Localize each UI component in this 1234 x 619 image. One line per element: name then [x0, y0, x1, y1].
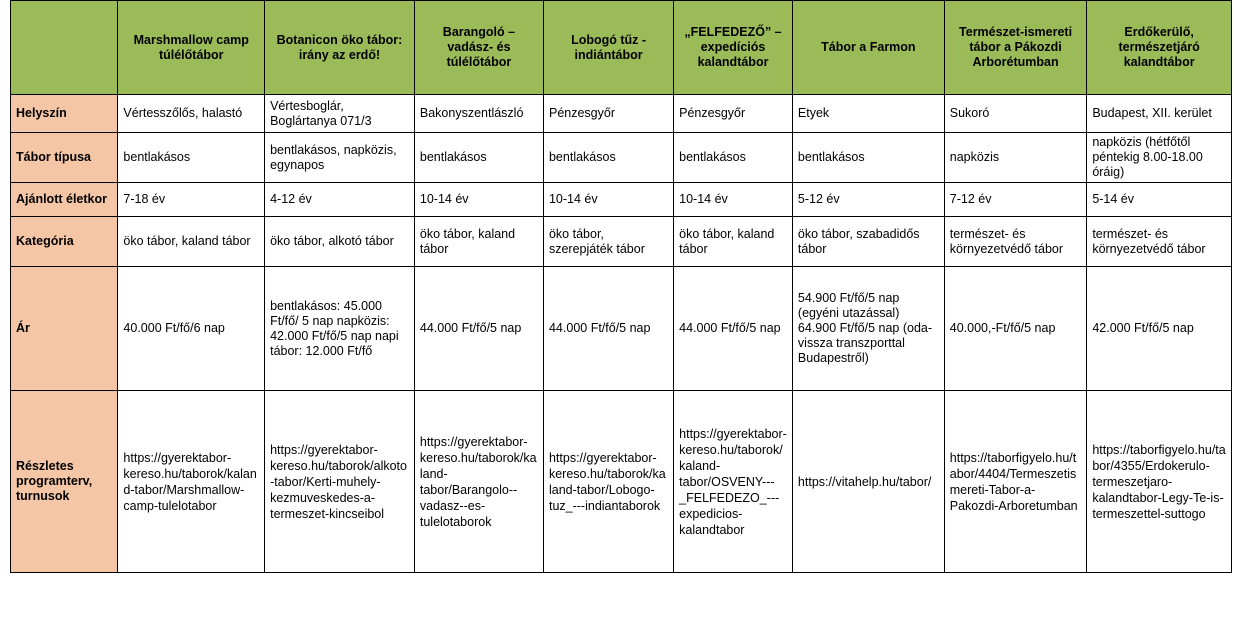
- program-link-text: https://gyerektabor-kereso.hu/taborok/kaland-tabor/Marshmallow-camp-tulelotabor: [118, 391, 265, 573]
- table-cell: 44.000 Ft/fő/5 nap: [674, 267, 793, 391]
- table-row-age: [11, 183, 1232, 217]
- table-cell: bentlakásos, napközis, egynapos: [265, 133, 415, 183]
- table-cell: 44.000 Ft/fő/5 nap: [543, 267, 673, 391]
- table-cell: öko tábor, kaland tábor: [674, 217, 793, 267]
- table-cell: 54.900 Ft/fő/5 nap (egyéni utazással) 64.900 Ft/fő/5 nap (oda-vissza transzporttal Budapestről): [792, 267, 944, 391]
- column-header-botanicon: Botanicon öko tábor: irány az erdő!: [265, 1, 415, 95]
- table-cell: öko tábor, szabadidős tábor: [792, 217, 944, 267]
- table-cell: 10-14 év: [543, 183, 673, 217]
- table-cell: 10-14 év: [674, 183, 793, 217]
- table-cell: természet- és környezetvédő tábor: [1087, 217, 1232, 267]
- table-cell: Etyek: [792, 95, 944, 133]
- table-cell: bentlakásos: 45.000 Ft/fő/ 5 nap napközis: 42.000 Ft/fő/5 nap napi tábor: 12.000 Ft/fő: [265, 267, 415, 391]
- column-header-felfedezo: „FELFEDEZŐ” – expedíciós kalandtábor: [674, 1, 793, 95]
- row-label-age: Ajánlott életkor: [11, 183, 118, 217]
- row-label-category: Kategória: [11, 217, 118, 267]
- program-link-text: https://taborfigyelo.hu/tabor/4404/Termeszetismereti-Tabor-a-Pakozdi-Arboretumban: [944, 391, 1087, 573]
- table-row-camp-type: [11, 133, 1232, 183]
- table-row-price: [11, 267, 1232, 391]
- table-cell: bentlakásos: [543, 133, 673, 183]
- table-cell: 7-12 év: [944, 183, 1087, 217]
- table-cell: 10-14 év: [414, 183, 543, 217]
- column-header-erdokerulo: Erdőkerülő, természetjáró kalandtábor: [1087, 1, 1232, 95]
- table-cell: Vértesszőlős, halastó: [118, 95, 265, 133]
- table-cell: Pénzesgyőr: [674, 95, 793, 133]
- table-cell: Budapest, XII. kerület: [1087, 95, 1232, 133]
- table-cell: Bakonyszentlászló: [414, 95, 543, 133]
- table-cell: 40.000,-Ft/fő/5 nap: [944, 267, 1087, 391]
- table-row-program-link: [11, 391, 1232, 573]
- column-header-lobogo: Lobogó tűz - indiántábor: [543, 1, 673, 95]
- table-cell: 5-14 év: [1087, 183, 1232, 217]
- table-cell: bentlakásos: [414, 133, 543, 183]
- program-link-text: https://gyerektabor-kereso.hu/taborok/alkoto-tabor/Kerti-muhely-kezmuveskedes-a-termeszet-kincseibol: [265, 391, 415, 573]
- table-cell: öko tábor, kaland tábor: [118, 217, 265, 267]
- table-cell: 5-12 év: [792, 183, 944, 217]
- table-row-category: [11, 217, 1232, 267]
- table-cell: bentlakásos: [674, 133, 793, 183]
- row-label-location: Helyszín: [11, 95, 118, 133]
- program-link-text: https://taborfigyelo.hu/tabor/4355/Erdokerulo-termeszetjaro-kalandtabor-Legy-Te-is-termeszettel-suttogo: [1087, 391, 1232, 573]
- corner-cell: [11, 1, 118, 95]
- table-cell: természet- és környezetvédő tábor: [944, 217, 1087, 267]
- table-cell: Vértesboglár, Boglártanya 071/3: [265, 95, 415, 133]
- table-cell: napközis: [944, 133, 1087, 183]
- program-link-text: https://gyerektabor-kereso.hu/taborok/kaland-tabor/Lobogo-tuz_---indiantaborok: [543, 391, 673, 573]
- row-label-camp-type: Tábor típusa: [11, 133, 118, 183]
- column-header-farm: Tábor a Farmon: [792, 1, 944, 95]
- row-label-program: Részletes programterv, turnusok: [11, 391, 118, 573]
- document-page: [10, 0, 1232, 573]
- table-cell: bentlakásos: [118, 133, 265, 183]
- table-cell: Pénzesgyőr: [543, 95, 673, 133]
- table-cell: 42.000 Ft/fő/5 nap: [1087, 267, 1232, 391]
- program-link-text: https://vitahelp.hu/tabor/: [792, 391, 944, 573]
- table-cell: 44.000 Ft/fő/5 nap: [414, 267, 543, 391]
- program-link-text: https://gyerektabor-kereso.hu/taborok/kaland-tabor/Barangolo--vadasz--es-tulelotaborok: [414, 391, 543, 573]
- table-cell: öko tábor, alkotó tábor: [265, 217, 415, 267]
- table-cell: bentlakásos: [792, 133, 944, 183]
- table-cell: öko tábor, kaland tábor: [414, 217, 543, 267]
- column-header-marshmallow: Marshmallow camp túlélőtábor: [118, 1, 265, 95]
- camp-comparison-table: [10, 0, 1232, 573]
- table-row-location: [11, 95, 1232, 133]
- column-header-barangolo: Barangoló – vadász- és túlélőtábor: [414, 1, 543, 95]
- table-cell: napközis (hétfőtől péntekig 8.00-18.00 óráig): [1087, 133, 1232, 183]
- table-cell: 40.000 Ft/fő/6 nap: [118, 267, 265, 391]
- table-cell: 4-12 év: [265, 183, 415, 217]
- table-cell: 7-18 év: [118, 183, 265, 217]
- table-cell: öko tábor, szerepjáték tábor: [543, 217, 673, 267]
- table-cell: Sukoró: [944, 95, 1087, 133]
- row-label-price: Ár: [11, 267, 118, 391]
- program-link-text: https://gyerektabor-kereso.hu/taborok/kaland-tabor/OSVENY---_FELFEDEZO_---expedicios-kalandtabor: [674, 391, 793, 573]
- header-row: [11, 1, 1232, 95]
- column-header-pakozd: Természet-ismereti tábor a Pákozdi Arborétumban: [944, 1, 1087, 95]
